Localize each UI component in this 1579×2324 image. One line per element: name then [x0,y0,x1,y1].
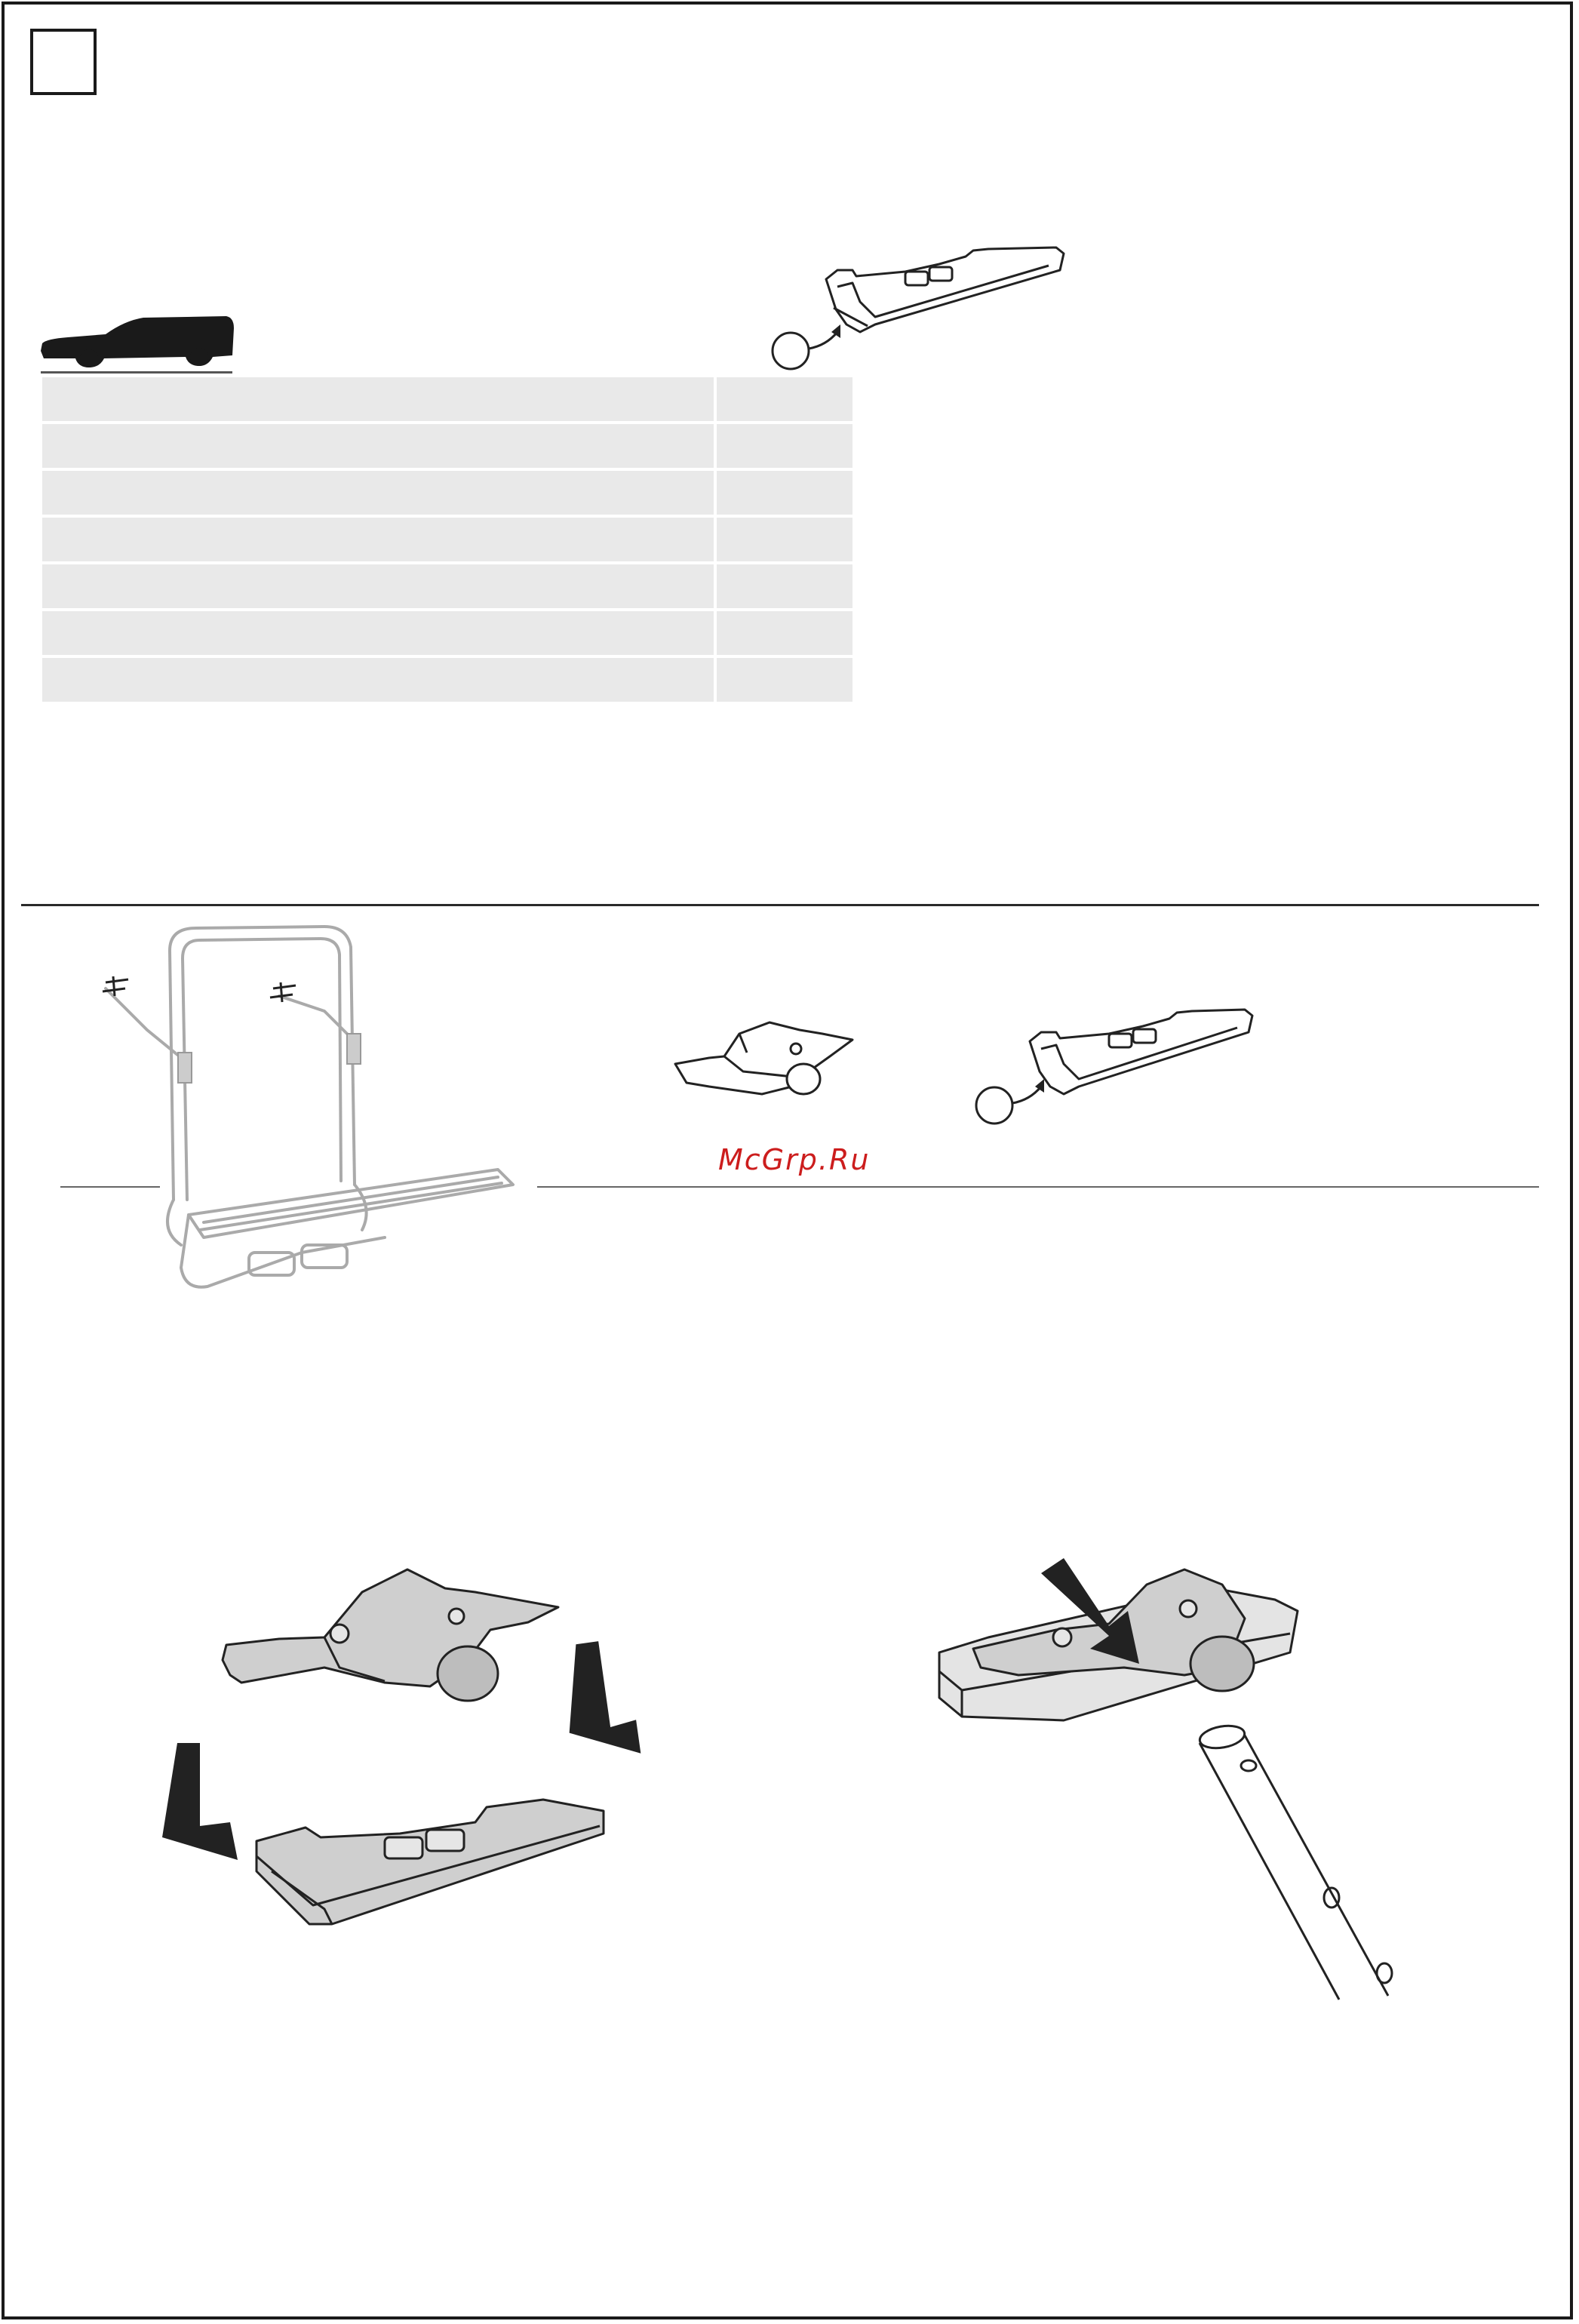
bike-carrier-illustration [75,913,528,1313]
table-row [42,518,852,561]
table-row [42,424,852,468]
step-number-box [30,29,97,95]
vehicle-table [42,377,852,705]
car-silhouette-icon [38,313,238,374]
watermark-text: McGrp.Ru [718,1143,871,1176]
assembly-on-tube-illustration [928,1554,1501,2007]
table-row [42,377,852,421]
table-row [42,564,852,608]
table-row [42,611,852,655]
section-divider [21,904,1539,906]
baseline-right [537,1186,1539,1188]
table-row [42,658,852,702]
table-row [42,471,852,515]
mount-bracket-illustration [671,1011,868,1109]
adapter-tray-callout-illustration [966,973,1267,1139]
adapter-tray-illustration [762,211,1079,377]
assembly-exploded-illustration [158,1554,671,1962]
car-baseline [41,371,232,374]
